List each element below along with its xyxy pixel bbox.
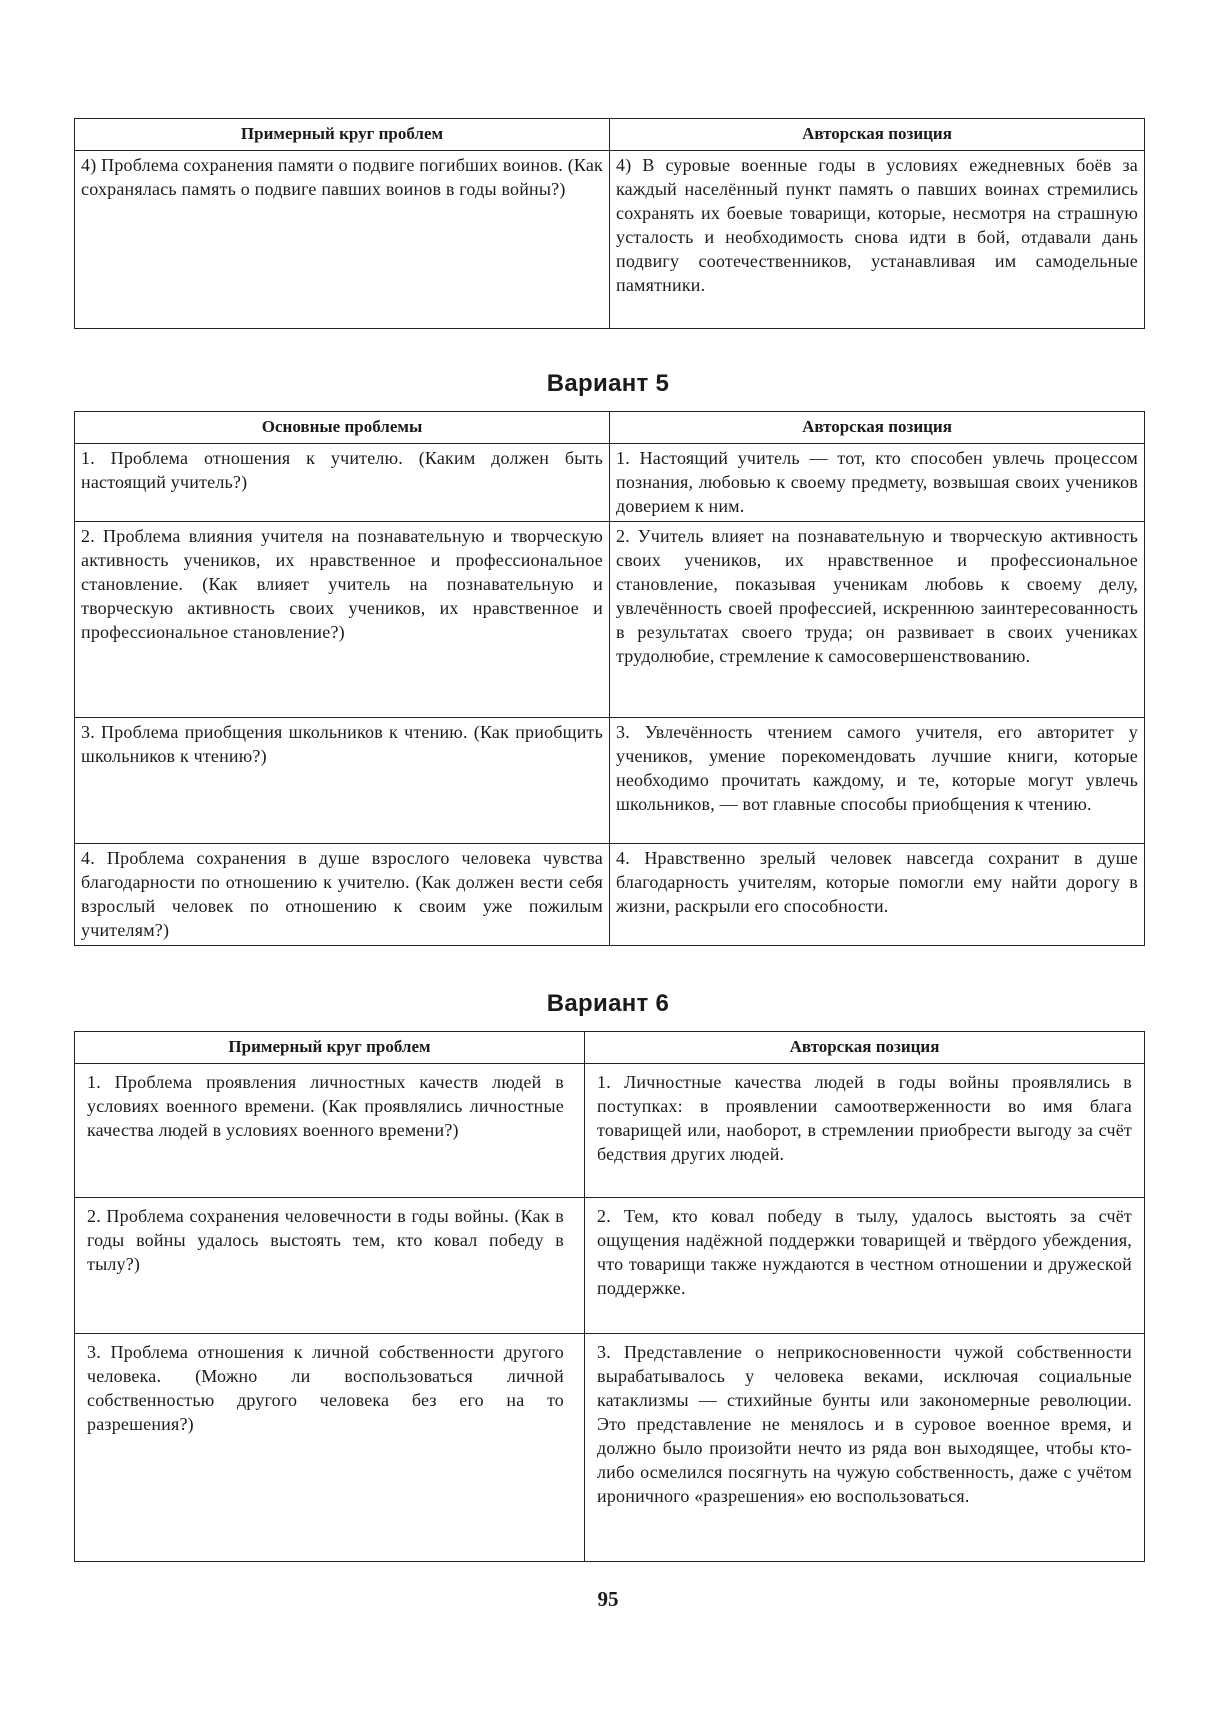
table-row bbox=[75, 844, 1145, 946]
table-header-row bbox=[75, 1032, 1145, 1064]
variant-5-table bbox=[74, 411, 1145, 946]
position-cell: 1. Личностные качества людей в годы войны проявлялись в поступках: в проявлении самоотверженности во имя блага товарищей или, наоборот, в стремлении приобрести выгоду за счёт бедствия других людей. bbox=[585, 1064, 1145, 1198]
column-header-author-position: Авторская позиция bbox=[610, 119, 1145, 151]
column-header-problems: Примерный круг проблем bbox=[75, 1032, 585, 1064]
problem-cell: 3. Проблема отношения к личной собственности другого человека. (Можно ли воспользоваться личной собственностью другого человека без его на то разрешения?) bbox=[75, 1334, 585, 1562]
position-cell: 4. Нравственно зрелый человек навсегда сохранит в душе благодарность учителям, которые помогли ему найти дорогу в жизни, раскрыли его способности. bbox=[610, 844, 1145, 946]
position-cell: 3. Представление о неприкосновенности чужой собственности вырабатывалось у человека веками, исключая социальные катаклизмы — стихийные бунты или закономерные революции. Это представление не менялось и в суровое военное время, и должно было произойти нечто из ряда вон выходящее, чтобы кто-либо осмелился посягнуть на чужую собственность, даже с учётом ироничного «разрешения» ею воспользоваться. bbox=[585, 1334, 1145, 1562]
page-number: 95 bbox=[597, 1587, 619, 1611]
table-row bbox=[75, 444, 1145, 522]
problem-cell: 2. Проблема сохранения человечности в годы войны. (Как в годы войны удалось выстоять тем, кто ковал победу в тылу?) bbox=[75, 1198, 585, 1334]
table-header-row bbox=[75, 412, 1145, 444]
table-row bbox=[75, 1064, 1145, 1198]
position-cell: 2. Учитель влияет на познавательную и творческую активность своих учеников, их нравственное и профессиональное становление, показывая ученикам любовь к своему делу, увлечённость своей профессией, искреннюю заинтересованность в результатах своего труда; он развивает в своих учениках трудолюбие, стремление к самосовершенствованию. bbox=[610, 522, 1145, 718]
position-cell: 3. Увлечённость чтением самого учителя, его авторитет у учеников, умение порекомендовать лучшие книги, которые необходимо прочитать каждому, и те, которые могут увлечь школьников, — вот главные способы приобщения к чтению. bbox=[610, 718, 1145, 844]
table-header-row bbox=[75, 119, 1145, 151]
position-cell: 2. Тем, кто ковал победу в тылу, удалось выстоять за счёт ощущения надёжной поддержки товарищей и твёрдого убеждения, что товарищи также нуждаются в честном отношении и дружеской поддержке. bbox=[585, 1198, 1145, 1334]
problem-cell: 4) Проблема сохранения памяти о подвиге погибших воинов. (Как сохранялась память о подвиге павших воинов в годы войны?) bbox=[75, 151, 610, 329]
column-header-problems: Примерный круг проблем bbox=[75, 119, 610, 151]
variant-5-heading: Вариант 5 bbox=[546, 370, 670, 397]
variant-6-table bbox=[74, 1031, 1145, 1562]
problem-cell: 4. Проблема сохранения в душе взрослого человека чувства благодарности по отношению к учителю. (Как должен вести себя взрослый человек по отношению к своим уже пожилым учителям?) bbox=[75, 844, 610, 946]
column-header-author-position: Авторская позиция bbox=[585, 1032, 1145, 1064]
position-cell: 1. Настоящий учитель — тот, кто способен увлечь процессом познания, любовью к своему предмету, возвышая своих учеников доверием к ним. bbox=[610, 444, 1145, 522]
table-row bbox=[75, 522, 1145, 718]
table-row bbox=[75, 1198, 1145, 1334]
column-header-problems: Основные проблемы bbox=[75, 412, 610, 444]
table-row bbox=[75, 151, 1145, 329]
problem-cell: 2. Проблема влияния учителя на познавательную и творческую активность учеников, их нравственное и профессиональное становление. (Как влияет учитель на познавательную и творческую активность своих учеников, их нравственное и профессиональное становление?) bbox=[75, 522, 610, 718]
problem-cell: 1. Проблема отношения к учителю. (Каким должен быть настоящий учитель?) bbox=[75, 444, 610, 522]
table-row bbox=[75, 1334, 1145, 1562]
problem-cell: 1. Проблема проявления личностных качеств людей в условиях военного времени. (Как проявлялись личностные качества людей в условиях военного времени?) bbox=[75, 1064, 585, 1198]
position-cell: 4) В суровые военные годы в условиях ежедневных боёв за каждый населённый пункт память о павших воинах стремились сохранять их боевые товарищи, которые, несмотря на страшную усталость и необходимость снова идти в бой, отдавали дань подвигу соотечественников, устанавливая им самодельные памятники. bbox=[610, 151, 1145, 329]
column-header-author-position: Авторская позиция bbox=[610, 412, 1145, 444]
variant-6-heading: Вариант 6 bbox=[546, 990, 670, 1017]
table-row bbox=[75, 718, 1145, 844]
problem-cell: 3. Проблема приобщения школьников к чтению. (Как приобщить школьников к чтению?) bbox=[75, 718, 610, 844]
problems-table-continuation bbox=[74, 118, 1145, 329]
